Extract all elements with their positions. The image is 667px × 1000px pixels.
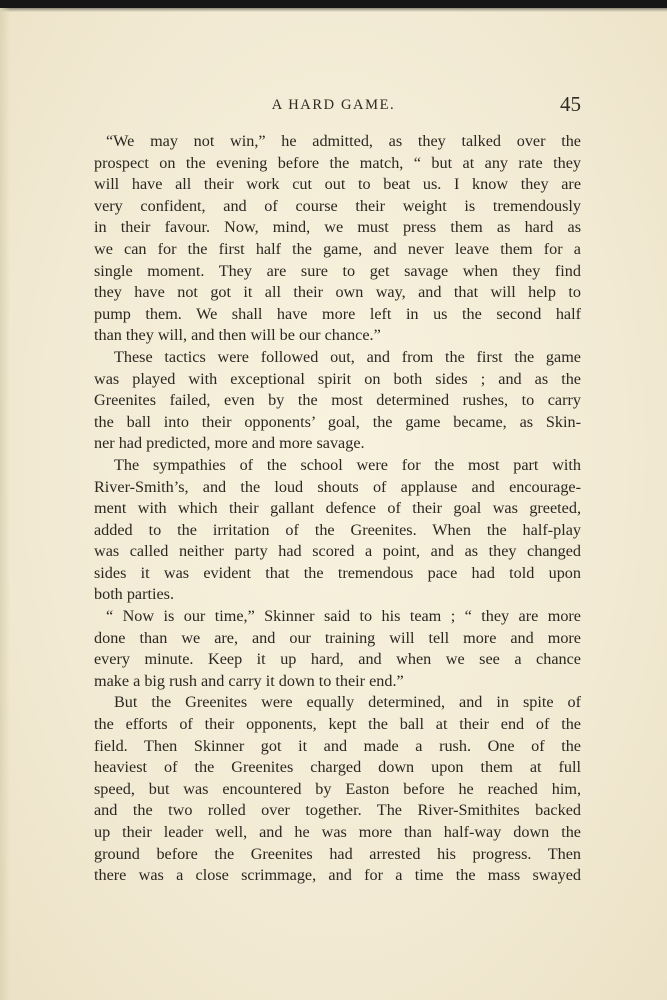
text-line: pump them. We shall have more left in us the second half [94, 304, 581, 323]
text-line: prospect on the evening before the match, “ but at any rate they [94, 153, 581, 172]
body-text [94, 131, 581, 887]
chapter-running-title: A HARD GAME. [271, 97, 396, 113]
text-line: the efforts of their opponents, kept the ball at their end of the [94, 715, 581, 734]
text-line: ner had predicted, more and more savage. [94, 434, 365, 453]
text-line: The sympathies of the school were for the most part with [114, 455, 581, 474]
text-line: River-Smith’s, and the loud shouts of applause and encourage- [94, 477, 581, 496]
page-number: 45 [560, 92, 581, 116]
text-line: and the two rolled over together. The River-Smithites backed [94, 801, 581, 820]
text-line: field. Then Skinner got it and made a rush. One of the [94, 736, 581, 755]
text-line: was called neither party had scored a point, and as they changed [94, 542, 581, 561]
page-left-edge [0, 8, 10, 1000]
text-line: we can for the first half the game, and never leave them for a [94, 239, 581, 258]
text-line: than they will, and then will be our chance.” [94, 326, 381, 345]
text-line: done than we are, and our training will tell more and more [94, 628, 581, 647]
text-line: they have not got it all their own way, and that will help to [94, 283, 581, 302]
text-line: both parties. [94, 585, 175, 604]
text-line: every minute. Keep it up hard, and when we see a chance [94, 650, 581, 669]
running-head [0, 92, 667, 120]
text-line: single moment. They are sure to get savage when they find [94, 261, 581, 280]
text-line: will have all their work cut out to beat us. I know they are [94, 175, 581, 194]
text-line: the ball into their opponents’ goal, the game became, as Skin- [94, 412, 581, 431]
text-line: sides it was evident that the tremendous pace had told upon [94, 563, 581, 582]
text-line: These tactics were followed out, and from the first the game [114, 347, 581, 366]
text-line: very confident, and of course their weight is tremendously [94, 196, 581, 215]
text-line: “We may not win,” he admitted, as they talked over the [106, 132, 581, 150]
scan-top-border [0, 0, 667, 8]
text-line: was played with exceptional spirit on both sides ; and as the [94, 369, 581, 388]
text-line: added to the irritation of the Greenites. When the half-play [94, 520, 581, 539]
text-line: Greenites failed, even by the most determined rushes, to carry [94, 391, 581, 410]
text-line: ground before the Greenites had arrested his progress. Then [94, 844, 581, 863]
text-line: But the Greenites were equally determined, and in spite of [114, 693, 581, 712]
text-line: in their favour. Now, mind, we must press them as hard as [94, 218, 581, 237]
scan-top-shadow [0, 8, 667, 12]
text-line: ment with which their gallant defence of their goal was greeted, [94, 499, 581, 518]
text-line: there was a close scrimmage, and for a time the mass swayed [94, 866, 581, 885]
text-line: make a big rush and carry it down to their end.” [94, 671, 404, 690]
text-line: heaviest of the Greenites charged down upon them at full [94, 758, 581, 777]
text-line: speed, but was encountered by Easton before he reached him, [94, 779, 581, 798]
text-line: “ Now is our time,” Skinner said to his team ; “ they are more [106, 607, 581, 626]
text-line: up their leader well, and he was more than half-way down the [94, 823, 581, 841]
